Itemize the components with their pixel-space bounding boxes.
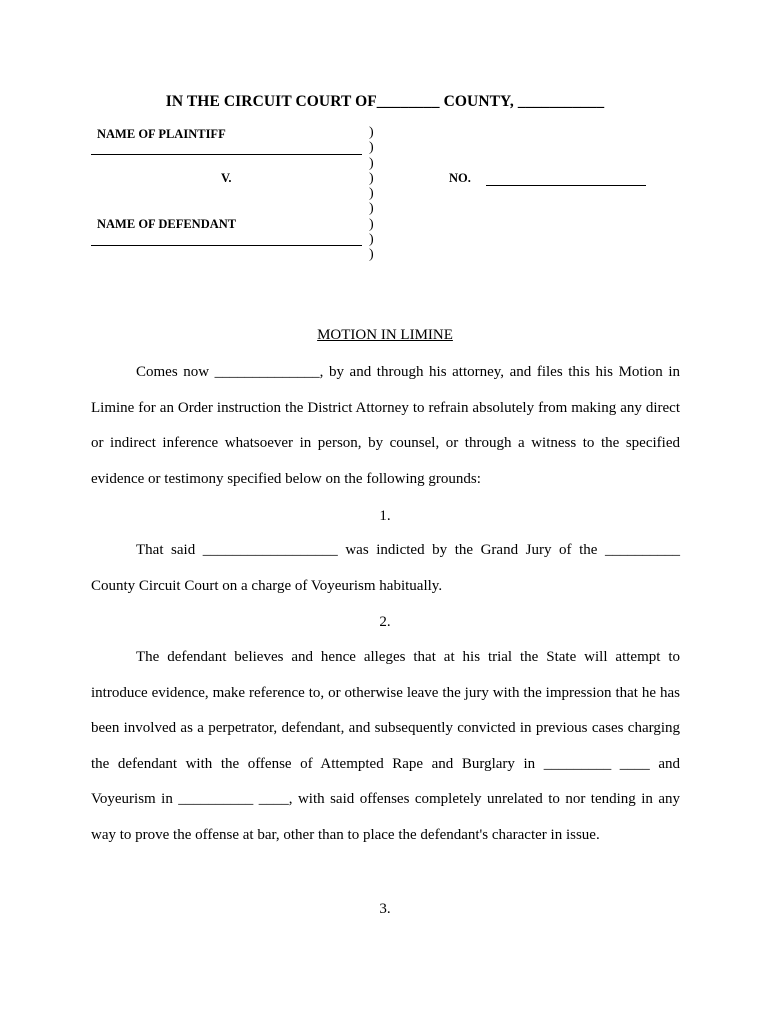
case-number-line <box>486 185 646 186</box>
versus-label: V. <box>221 171 232 185</box>
paren: ) <box>369 155 374 171</box>
section-paragraph: That said __________________ was indicted by the Grand Jury of the __________ County Circuit Court on a charge of Voyeurism habitually. <box>91 542 680 594</box>
paren: ) <box>369 140 374 156</box>
section-number: 2. <box>379 614 391 630</box>
paren: ) <box>369 125 374 140</box>
document-title-text: MOTION IN LIMINE <box>317 327 453 343</box>
defendant-name-line <box>91 245 362 246</box>
caption-parentheses <box>369 125 374 263</box>
paren: ) <box>369 186 374 202</box>
section-number: 3. <box>379 901 391 917</box>
section-paragraph: The defendant believes and hence alleges that at his trial the State will attempt to introduce evidence, make reference to, or otherwise leave the jury with the impression that he has been involved as a perpetrator, defendant, and subsequently convicted in previous cases charging the defendant with the offense of Attempted Rape and Burglary in _________ ____ and Voyeurism in __________ ____, with said offenses completely unrelated to nor tending in any way to prove the offense at bar, other than to place the defendant's character in issue. <box>91 649 680 843</box>
paren: ) <box>369 170 374 186</box>
defendant-label: NAME OF DEFENDANT <box>97 217 237 231</box>
intro-paragraph: Comes now ______________, by and through his attorney, and files this his Motion in Limine for an Order instruction the District Attorney to refrain absolutely from making any direct or indirect inference whatsoever in person, by counsel, or through a witness to the specified evidence or testimony specified below on the following grounds: <box>91 364 680 487</box>
paren: ) <box>369 247 374 263</box>
plaintiff-name-line <box>91 154 362 155</box>
section-number: 1. <box>379 508 391 524</box>
paren: ) <box>369 216 374 232</box>
case-number-label: NO. <box>449 171 471 185</box>
plaintiff-label: NAME OF PLAINTIFF <box>97 127 226 141</box>
document-title <box>0 327 770 344</box>
paren: ) <box>369 232 374 248</box>
court-title: IN THE CIRCUIT COURT OF________ COUNTY, ___________ <box>165 93 605 110</box>
paren: ) <box>369 201 374 217</box>
